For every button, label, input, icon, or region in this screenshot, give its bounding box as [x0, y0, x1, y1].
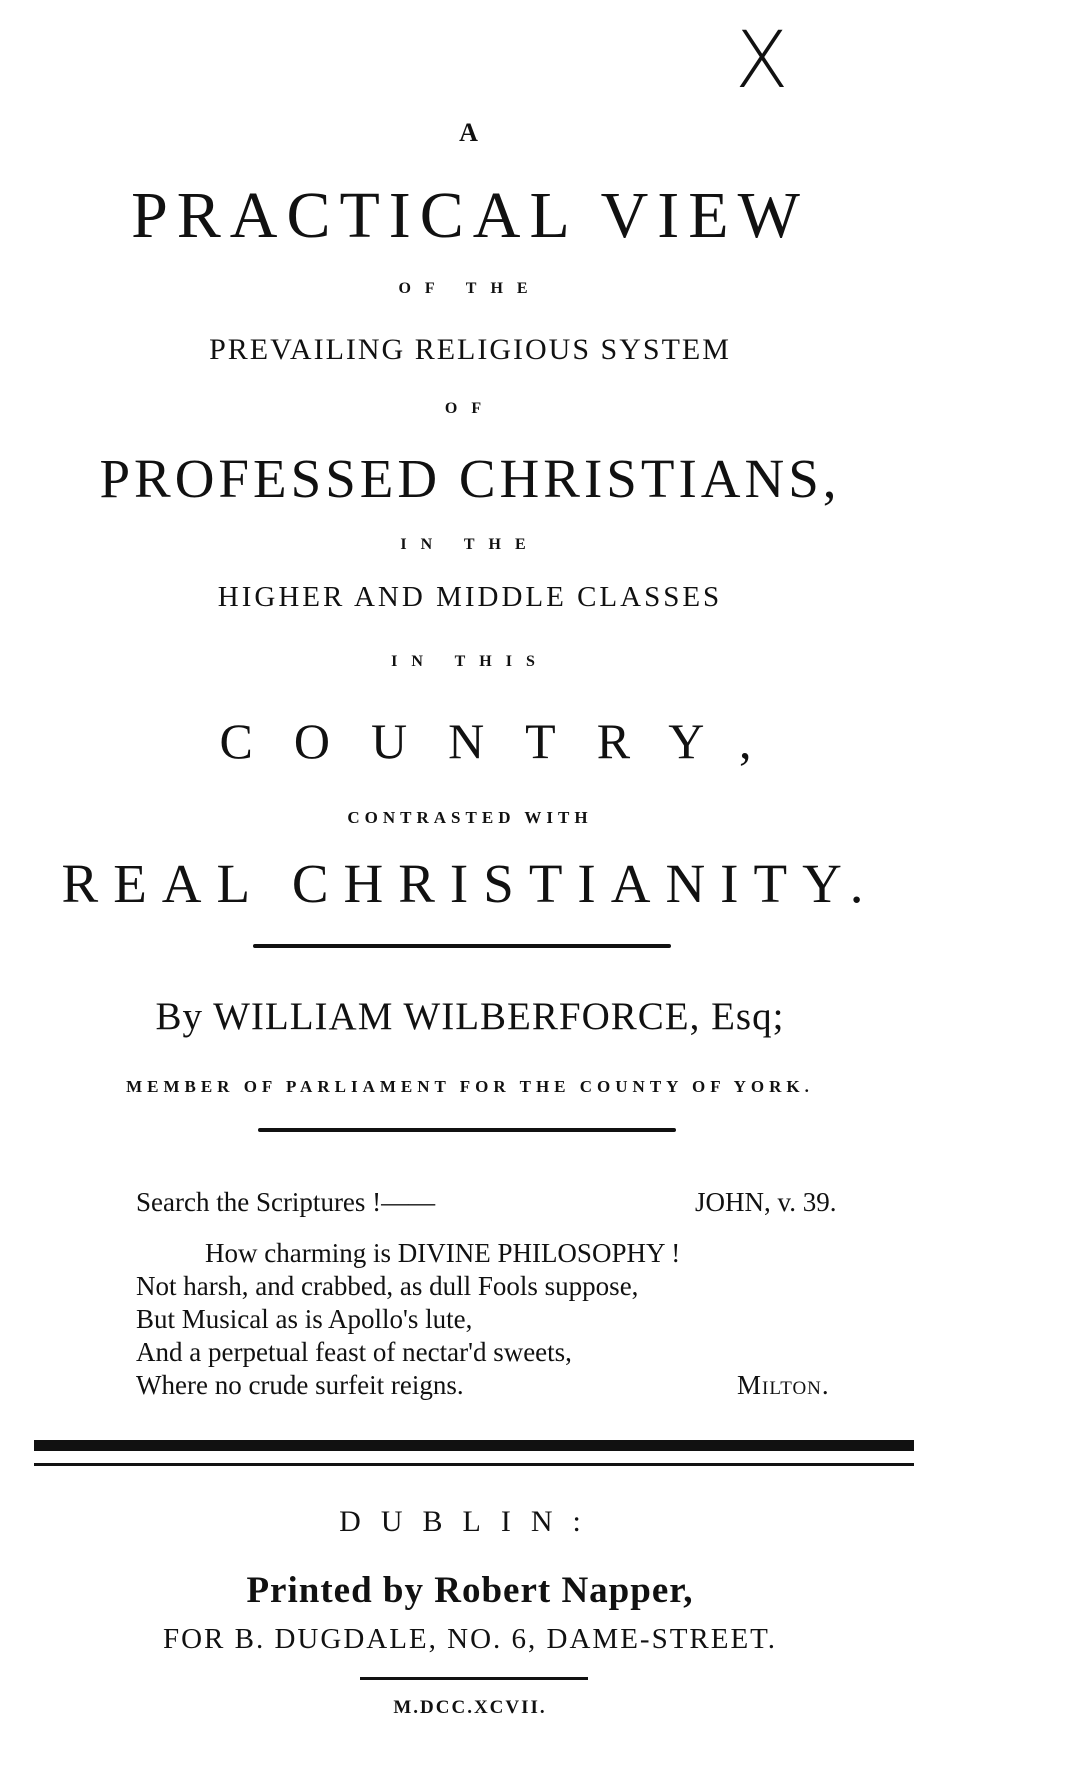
title-article: A [459, 118, 481, 147]
epigraph-verse-line: Where no crude surfeit reigns. [136, 1370, 464, 1400]
imprint-place: DUBLIN: [339, 1505, 601, 1538]
epigraph-reference: JOHN, v. 39. [695, 1187, 837, 1217]
author-affiliation: MEMBER OF PARLIAMENT FOR THE COUNTY OF YORK. [126, 1077, 814, 1096]
epigraph-verse-line: How charming is DIVINE PHILOSOPHY ! [205, 1238, 681, 1268]
imprint-publisher: FOR B. DUGDALE, NO. 6, DAME-STREET. [162, 1623, 777, 1655]
imprint-rule-thin [34, 1463, 914, 1466]
subtitle-real-christianity: REAL CHRISTIANITY. [61, 853, 879, 914]
connector-in-this: IN THIS [391, 653, 549, 670]
connector-in-the: IN THE [400, 536, 540, 553]
epigraph-verse-line: And a perpetual feast of nectar'd sweets, [136, 1337, 572, 1367]
main-title: PRACTICAL VIEW [131, 179, 809, 252]
divider-rule-2 [258, 1128, 676, 1132]
subtitle-classes: HIGHER AND MIDDLE CLASSES [217, 581, 723, 613]
connector-contrasted: CONTRASTED WITH [347, 808, 593, 827]
connector-of: OF [444, 400, 496, 417]
handwritten-x-mark: X [735, 16, 789, 106]
connector-of-the: OF THE [398, 280, 542, 297]
epigraph-poet: Milton. [737, 1370, 830, 1400]
subtitle-professed: PROFESSED CHRISTIANS, [99, 448, 841, 509]
imprint-date-rule [360, 1677, 588, 1680]
divider-rule-1 [253, 944, 671, 948]
author-line: By WILLIAM WILBERFORCE, Esq; [155, 995, 785, 1038]
epigraph-verse-line: Not harsh, and crabbed, as dull Fools suppose, [136, 1271, 639, 1301]
imprint-rule-thick [34, 1440, 914, 1451]
epigraph-scripture: Search the Scriptures !—— [136, 1187, 436, 1217]
epigraph-verse-line: But Musical as is Apollo's lute, [136, 1304, 473, 1334]
imprint-date: M.DCC.XCVII. [393, 1697, 547, 1718]
subtitle-prevailing: PREVAILING RELIGIOUS SYSTEM [209, 333, 731, 366]
imprint-printer: Printed by Robert Napper, [246, 1570, 694, 1611]
subtitle-country: COUNTRY, [219, 713, 793, 769]
